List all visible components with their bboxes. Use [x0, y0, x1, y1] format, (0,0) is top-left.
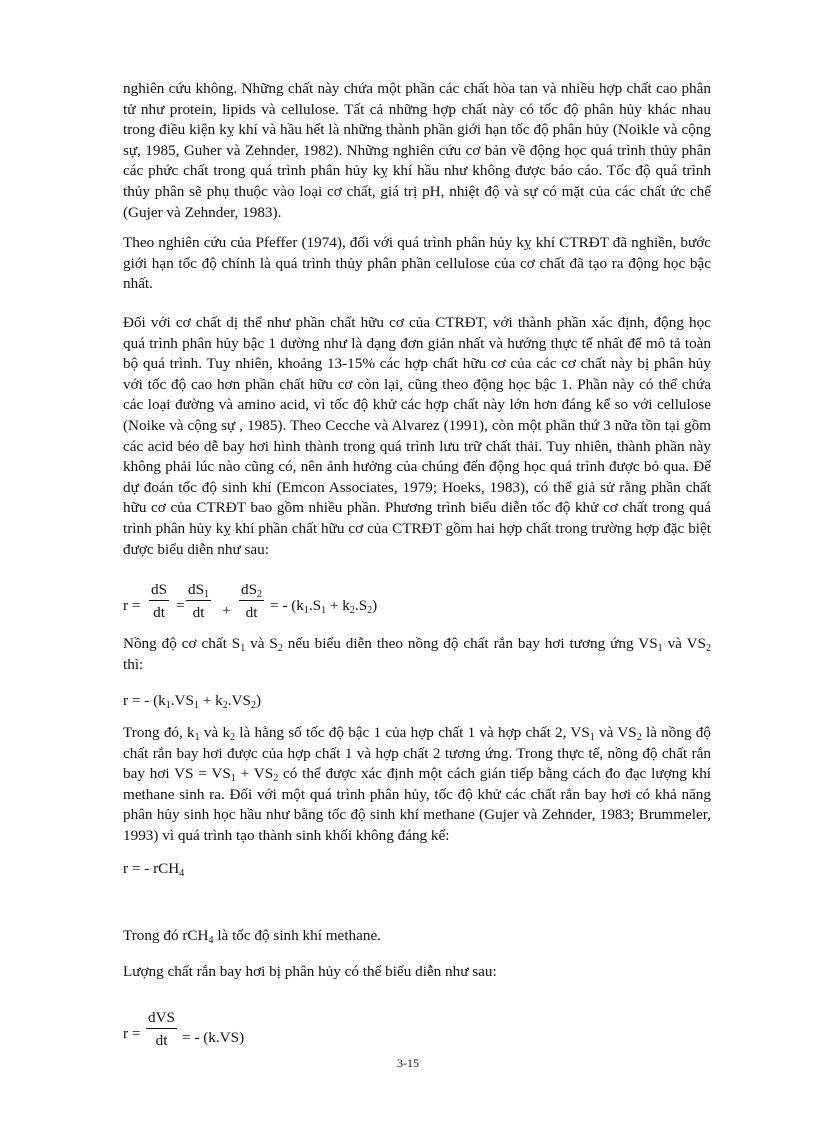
paragraph-7: Lượng chất rắn bay hơi bị phân hủy có thể biểu diễn như sau:: [123, 963, 497, 980]
eq4-denominator: dt: [155, 1032, 168, 1049]
eq1-f3-num-text: dS: [241, 581, 258, 598]
eq2-sub4: 2: [250, 700, 256, 711]
eq1-f1-numerator: dS: [149, 581, 169, 601]
eq1-f3-sub: 2: [257, 589, 263, 600]
eq1-equals: =: [176, 597, 185, 614]
p6-part-a: Trong đó rCH: [123, 927, 209, 944]
eq2-sub1: 1: [165, 700, 171, 711]
p6-part-b: là tốc độ sinh khí methane.: [213, 927, 381, 944]
p4-part-d: và VS: [662, 635, 707, 652]
paragraph-1: nghiên cứu không. Những chất này chứa một phần các chất hòa tan và nhiều hợp chất cao phân tử như protein, lipids và cellulose. Tất cả những hợp chất này có tốc độ phân hủy khác nhau trong điều kiện kỵ khí và hầu hết là những thành phần giới hạn tốc độ phân hủy (Noikle và cộng sự, 1985, Guher và Zehnder, 1982). Những nghiên cứu cơ bản về động học quá trình thủy phân các phức chất trong quá trình phân hủy kỵ khí hầu như không được báo cáo. Tốc độ quá trình thủy phân sẽ phụ thuộc vào loại cơ chất, giá trị pH, nhiệt độ và sự có mặt của các chất ức chế (Gujer và Zehnder, 1983).: [123, 80, 711, 221]
eq1-f2-denominator: dt: [192, 604, 205, 621]
paragraph-2: Theo nghiên cứu của Pfeffer (1974), đối với quá trình phân hủy kỵ khí CTRĐT đã nghiền, bước giới hạn tốc độ chính là quá trình thủy phân phần cellulose của cơ chất đã tạo ra động học bậc nhất.: [123, 234, 711, 293]
p5-sub-6: 2: [273, 773, 279, 785]
eq1-rhs-sub3: 2: [349, 605, 355, 616]
eq4-rhs: = - (k.VS): [182, 1029, 245, 1046]
p5-sub-3: 1: [589, 732, 595, 743]
eq1-fraction-dS1-dt: [186, 581, 211, 621]
eq1-rhs-b: .S: [308, 597, 322, 614]
paragraph-4: [123, 634, 711, 675]
eq1-rhs-a: = - (k: [270, 597, 304, 614]
p5-sub-5: 1: [230, 773, 236, 785]
p5-sub-2: 2: [230, 732, 236, 743]
p5-part-d: và VS: [594, 724, 637, 741]
paragraph-5: [123, 723, 711, 847]
eq2-b: .VS: [170, 692, 194, 709]
p4-part-c: nếu biểu diễn theo nồng độ chất rắn bay hơi tương ứng VS: [282, 635, 658, 652]
p5-sub-4: 2: [636, 732, 642, 743]
eq1-fraction-dS-dt: [149, 581, 169, 621]
eq1-f3-numerator: [239, 581, 264, 601]
eq2-c: + k: [198, 692, 223, 709]
eq2-sub2: 1: [193, 700, 199, 711]
p5-part-b: và k: [199, 724, 231, 741]
eq1-rhs-sub2: 1: [321, 605, 327, 616]
eq1-rhs: [270, 597, 377, 614]
p4-sub-3: 1: [657, 643, 663, 654]
eq4-lhs: r =: [123, 1025, 141, 1042]
eq2-d: .VS: [227, 692, 251, 709]
p5-part-f: + VS: [235, 765, 274, 783]
eq1-rhs-c: + k: [326, 597, 350, 614]
p4-part-e: thì:: [123, 655, 144, 673]
p4-part-a: Nồng độ cơ chất S: [123, 635, 241, 652]
eq2-a: r = - (k: [123, 692, 166, 709]
eq1-lhs: r =: [123, 597, 141, 614]
eq3-a: r = - rCH: [123, 860, 180, 877]
p4-sub-4: 2: [706, 643, 712, 654]
paragraph-6: [123, 926, 381, 946]
eq1-plus: +: [222, 602, 231, 619]
eq1-rhs-e: ): [372, 597, 378, 614]
p5-part-c: là hằng số tốc độ bậc 1 của hợp chất 1 và hợp chất 2, VS: [235, 724, 590, 741]
equation-rate-methane: [123, 859, 184, 879]
eq2-sub3: 2: [222, 700, 228, 711]
p4-part-b: và S: [245, 635, 278, 652]
p5-part-e: là nồng độ chất rắn bay hơi được của hợp chất 1 và hợp chất 2 tương ứng. Trong thực tế, nồng độ chất rắn bay hơi VS = VS: [123, 724, 711, 783]
p5-part-g: có thể được xác định một cách gián tiếp bằng cách đo đạc lượng khí methane sinh ra. Đối với một quá trình phân hủy, tốc độ khử các chất rắn bay hơi có khả năng phân hủy sinh học hầu như bằng tốc độ sinh khí methane (Gujer và Zehnder, 1983; Brummeler, 1993) vì quá trình tạo thành sinh khối không đáng kể:: [123, 765, 712, 844]
p5-part-a: Trong đó, k: [123, 724, 195, 741]
eq4-numerator: dVS: [146, 1009, 177, 1029]
page-number: 3-15: [397, 1056, 419, 1070]
p5-sub-1: 1: [194, 732, 200, 743]
eq1-rhs-d: .S: [354, 597, 368, 614]
eq3-sub: 4: [179, 868, 185, 879]
eq1-f2-num-text: dS: [188, 581, 205, 598]
eq1-f2-numerator: [186, 581, 211, 601]
paragraph-3: Đối với cơ chất dị thể như phần chất hữu cơ của CTRĐT, với thành phần xác định, động học quá trình phân hủy bậc 1 dường như là dạng đơn giản nhất và hướng thực tế nhất để mô tả toàn bộ quá trình. Tuy nhiên, khoảng 13-15% các hợp chất hữu cơ của các cơ chất này bị phân hủy với tốc độ cao hơn phần chất hữu cơ còn lại, cũng theo động học bậc 1. Phần này có thể chứa các loại đường và amino acid, vì tốc độ khử các hợp chất này lớn hơn đáng kể so với cellulose (Noike và cộng sự , 1985). Theo Cecche và Alvarez (1991), còn một phần thứ 3 nữa tồn tại gồm các acid béo dễ bay hơi hình thành trong quá trình lưu trữ chất thải. Tuy nhiên, thành phần này không phải lúc nào cũng có, nên ảnh hưởng của chúng đến động học quá trình được bỏ qua. Để dự đoán tốc độ sinh khí (Emcon Associates, 1979; Hoeks, 1983), có thể giả sử rằng phần chất hữu cơ của CTRĐT bao gồm nhiều phần. Phương trình biểu diễn tốc độ khử cơ chất trong quá trình phân hủy kỵ khí phần chất hữu cơ của CTRĐT gồm hai hợp chất trong trường hợp đặc biệt được biểu diễn như sau:: [123, 314, 711, 558]
equation-rate-vs: [123, 691, 261, 711]
p6-sub: 4: [208, 935, 214, 946]
eq1-f1-denominator: dt: [153, 604, 165, 621]
eq1-rhs-sub4: 2: [367, 605, 373, 616]
p4-sub-1: 1: [240, 643, 246, 654]
eq1-rhs-sub1: 1: [303, 605, 309, 616]
p4-sub-2: 2: [277, 643, 283, 654]
eq1-fraction-dS2-dt: [239, 581, 264, 621]
eq2-e: ): [255, 692, 261, 709]
eq1-f2-sub: 1: [204, 589, 210, 600]
eq4-fraction-dVS-dt: [146, 1009, 177, 1049]
eq1-f3-denominator: dt: [245, 604, 258, 621]
